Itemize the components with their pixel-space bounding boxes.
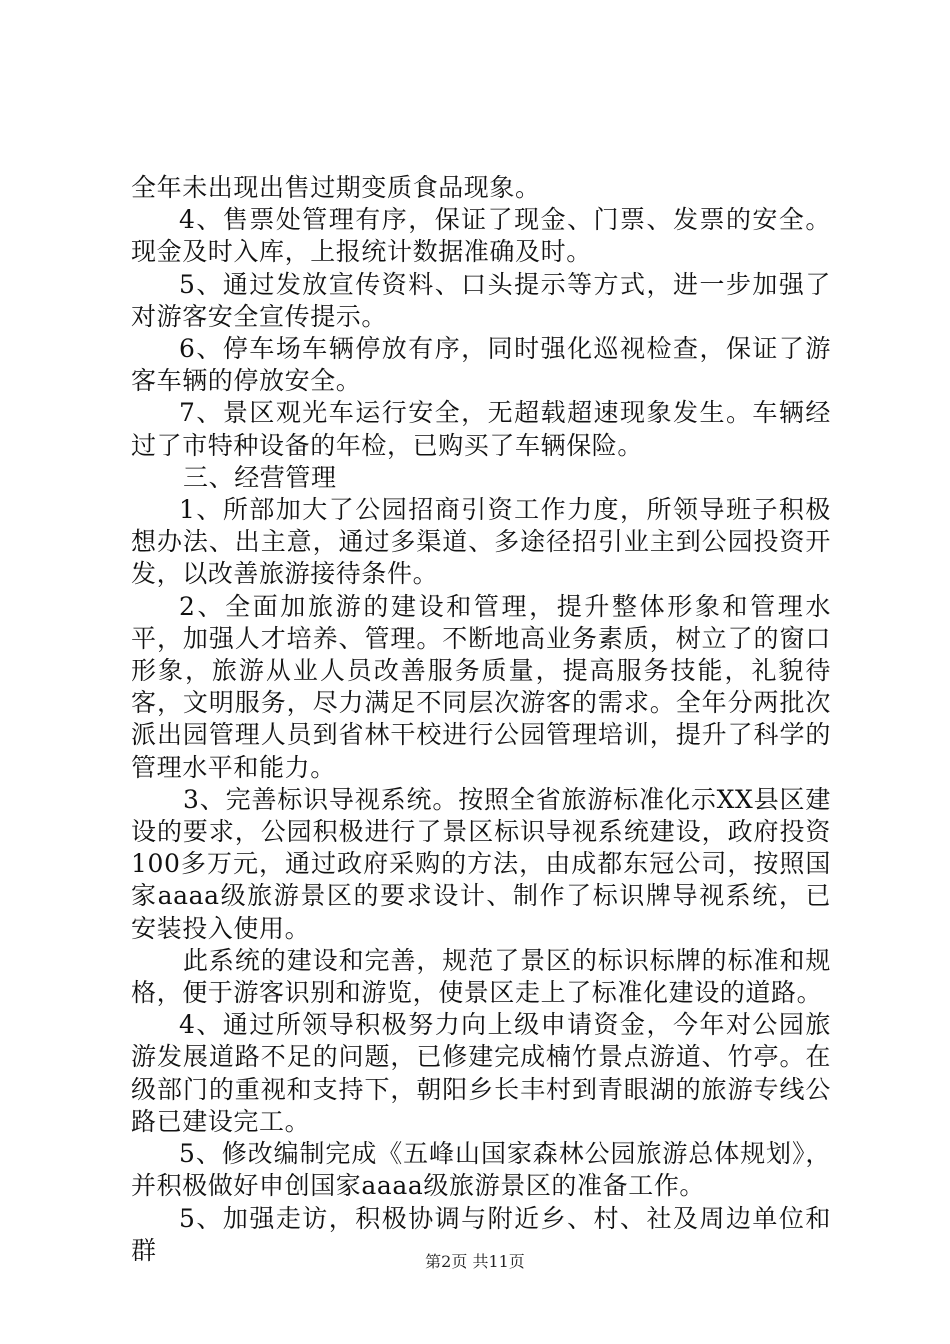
- paragraph-signage-benefits: 此系统的建设和完善，规范了景区的标识标牌的标准和规格，便于游客识别和游览，使景区走上了标准化建设的道路。: [131, 945, 831, 1008]
- section-heading-operations: 三、经营管理: [183, 462, 337, 492]
- paragraph-food-safety-tail: 全年未出现出售过期变质食品现象。: [131, 173, 541, 202]
- paragraph-sightseeing-car: 7、景区观光车运行安全，无超载超速现象发生。车辆经过了市特种设备的年检，已购买了车辆保险。: [131, 398, 831, 460]
- paragraph-signage-system: 3、完善标识导视系统。按照全省旅游标准化示XX县区建设的要求，公园积极进行了景区标识导视系统建设，政府投资100多万元，通过政府采购的方法，由成都东冠公司，按照国家aaaa级旅游景区的要求设计、制作了标识牌导视系统，已安装投入使用。: [131, 784, 831, 943]
- paragraph-tourism-management: 2、全面加旅游的建设和管理，提升整体形象和管理水平，加强人才培养、管理。不断地高业务素质，树立了的窗口形象，旅游从业人员改善服务质量，提高服务技能，礼貌待客，文明服务，尽力满足不同层次游客的需求。全年分两批次派出园管理人员到省林干校进行公园管理培训，提升了科学的管理水平和能力。: [131, 591, 831, 782]
- paragraph-community-visits: 5、加强走访，积极协调与附近乡、村、社及周边单位和群: [131, 1203, 831, 1265]
- document-body: [131, 172, 831, 1267]
- paragraph-road-construction: 4、通过所领导积极努力向上级申请资金，今年对公园旅游发展道路不足的问题，已修建完成楠竹景点游道、竹亭。在级部门的重视和支持下，朝阳乡长丰村到青眼湖的旅游专线公路已建设完工。: [131, 1010, 831, 1136]
- paragraph-master-plan: 5、修改编制完成《五峰山国家森林公园旅游总体规划》，并积极做好申创国家aaaa级旅游景区的准备工作。: [131, 1139, 831, 1201]
- page-number-footer: 第2页 共11页: [425, 1252, 525, 1271]
- paragraph-parking: 6、停车场车辆停放有序，同时强化巡视检查，保证了游客车辆的停放安全。: [131, 334, 831, 396]
- paragraph-ticket-office: 4、售票处管理有序，保证了现金、门票、发票的安全。现金及时入库，上报统计数据准确及时。: [131, 205, 831, 267]
- paragraph-investment: 1、所部加大了公园招商引资工作力度，所领导班子积极想办法、出主意，通过多渠道、多途径招引业主到公园投资开发，以改善旅游接待条件。: [131, 495, 831, 589]
- paragraph-safety-publicity: 5、通过发放宣传资料、口头提示等方式，进一步加强了对游客安全宣传提示。: [131, 269, 831, 331]
